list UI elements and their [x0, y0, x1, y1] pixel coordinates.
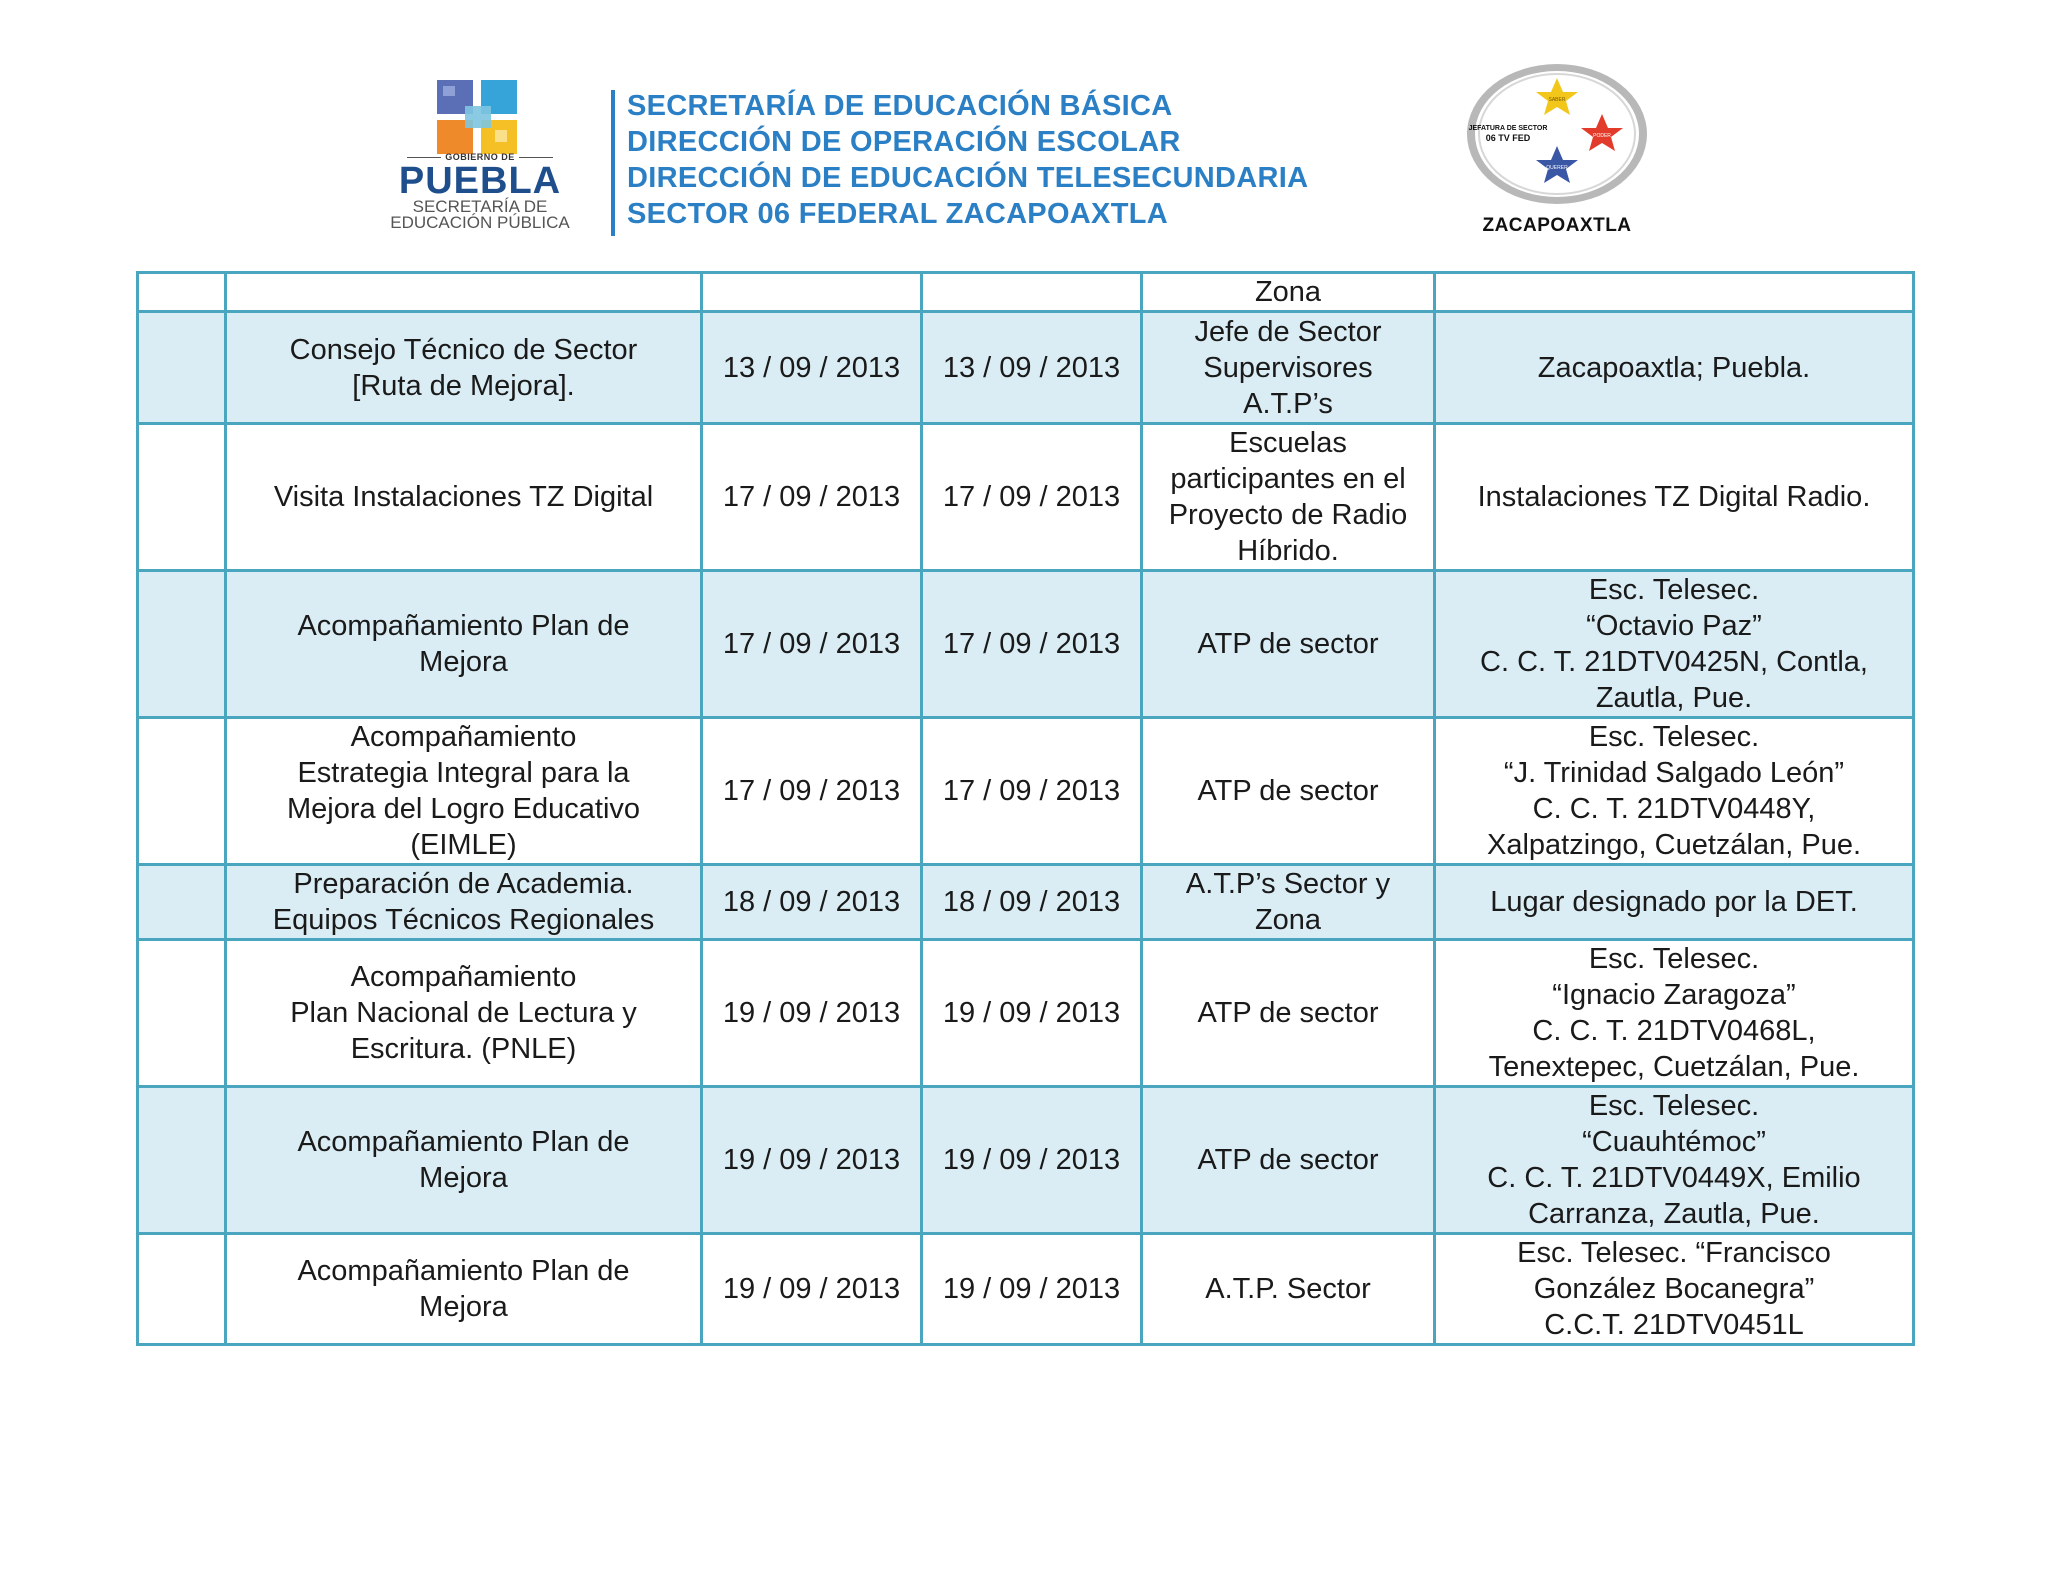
place-cell-line: “Ignacio Zaragoza”	[1552, 979, 1796, 1011]
activity-cell-line: Acompañamiento	[350, 961, 577, 993]
activity-cell	[226, 940, 702, 1087]
activity-cell	[226, 424, 702, 571]
place-cell-line: Zacapoaxtla; Puebla.	[1537, 351, 1811, 384]
place-cell	[1435, 865, 1914, 940]
place-cell-line: González Bocanegra”	[1533, 1273, 1815, 1305]
row-number-cell	[138, 571, 226, 718]
row-number-cell	[138, 1087, 226, 1234]
activity-cell	[226, 571, 702, 718]
table-row	[138, 1087, 1914, 1234]
place-cell-line: Esc. Telesec.	[1588, 721, 1760, 753]
start-date-cell: 19 / 09 / 2013	[702, 1234, 922, 1345]
activities-table-body	[138, 273, 1914, 1345]
star-bottom-label: QUERER	[1546, 165, 1568, 171]
place-cell	[1435, 718, 1914, 865]
participants-cell	[1142, 312, 1435, 424]
table-row	[138, 312, 1914, 424]
sep-label-line1: SECRETARÍA DE	[412, 197, 548, 216]
place-cell-line: Esc. Telesec.	[1588, 1090, 1760, 1122]
end-date-cell	[922, 273, 1142, 312]
place-cell	[1435, 424, 1914, 571]
activity-cell-line: [Ruta de Mejora].	[352, 369, 575, 402]
participants-cell-line: ATP de sector	[1197, 775, 1379, 807]
place-cell-line: C. C. T. 21DTV0468L,	[1532, 1015, 1816, 1047]
activity-cell	[226, 865, 702, 940]
place-cell-line: Esc. Telesec.	[1588, 943, 1760, 975]
table-row	[138, 571, 1914, 718]
table-row	[138, 273, 1914, 312]
start-date-cell: 19 / 09 / 2013	[702, 1087, 922, 1234]
participants-cell-line: A.T.P. Sector	[1205, 1273, 1371, 1305]
jefatura-sector-logo	[1462, 60, 1652, 240]
participants-cell	[1142, 1234, 1435, 1345]
sep-label-line2: EDUCACIÓN PÚBLICA	[390, 213, 570, 232]
place-cell-line: “Octavio Paz”	[1586, 610, 1762, 642]
participants-cell	[1142, 1087, 1435, 1234]
activity-cell	[226, 718, 702, 865]
place-cell	[1435, 571, 1914, 718]
row-number-cell	[138, 940, 226, 1087]
activity-cell-line: Acompañamiento	[350, 721, 577, 753]
gobierno-puebla-logo	[375, 78, 585, 238]
emblem-inner-line2: 06 TV FED	[1485, 133, 1531, 143]
start-date-cell: 17 / 09 / 2013	[702, 424, 922, 571]
activity-cell-line: Equipos Técnicos Regionales	[272, 904, 655, 936]
end-date-cell: 19 / 09 / 2013	[922, 1087, 1142, 1234]
participants-cell-line: Híbrido.	[1237, 535, 1339, 567]
participants-cell	[1142, 424, 1435, 571]
place-cell-line: C. C. T. 21DTV0449X, Emilio	[1487, 1162, 1861, 1194]
participants-cell-line: Zona	[1254, 904, 1322, 936]
table-row	[138, 865, 1914, 940]
place-cell-line: C. C. T. 21DTV0448Y,	[1532, 793, 1816, 825]
participants-cell	[1142, 273, 1435, 312]
star-top-label: SABER	[1548, 97, 1566, 103]
participants-cell-line: participantes en el	[1170, 463, 1406, 495]
participants-cell-line: ATP de sector	[1197, 628, 1379, 660]
puebla-cube-icon	[435, 78, 521, 156]
activity-cell-line: Acompañamiento Plan de	[297, 610, 630, 642]
activity-cell-line: (EIMLE)	[410, 829, 517, 861]
header-title-2: DIRECCIÓN DE OPERACIÓN ESCOLAR	[627, 126, 1181, 158]
activity-cell	[226, 1087, 702, 1234]
participants-cell-line: ATP de sector	[1197, 997, 1379, 1029]
place-cell	[1435, 273, 1914, 312]
end-date-cell: 13 / 09 / 2013	[922, 312, 1142, 424]
activity-cell-line: Mejora	[419, 1162, 508, 1194]
start-date-cell: 17 / 09 / 2013	[702, 571, 922, 718]
activity-cell-line: Mejora	[419, 646, 508, 678]
place-cell	[1435, 940, 1914, 1087]
participants-cell-line: Supervisores	[1203, 351, 1373, 384]
end-date-cell: 17 / 09 / 2013	[922, 718, 1142, 865]
row-number-cell	[138, 718, 226, 865]
place-cell-line: Lugar designado por la DET.	[1490, 886, 1858, 918]
activity-cell-line: Acompañamiento Plan de	[297, 1255, 630, 1287]
row-number-cell	[138, 1234, 226, 1345]
activity-cell-line: Mejora del Logro Educativo	[286, 793, 641, 825]
activity-cell	[226, 312, 702, 424]
header-divider	[611, 90, 615, 236]
header-title-3: DIRECCIÓN DE EDUCACIÓN TELESECUNDARIA	[627, 162, 1309, 194]
sector-emblem-icon	[1462, 60, 1652, 208]
header-title-4: SECTOR 06 FEDERAL ZACAPOAXTLA	[627, 198, 1168, 230]
participants-cell-line: Zona	[1254, 276, 1322, 308]
activity-cell-line: Plan Nacional de Lectura y	[290, 997, 637, 1029]
puebla-wordmark: PUEBLA	[398, 160, 562, 202]
document-header	[0, 0, 2048, 250]
header-titles	[627, 88, 1427, 232]
place-cell-line: Xalpatzingo, Cuetzálan, Pue.	[1486, 829, 1862, 861]
place-cell-line: Esc. Telesec. “Francisco	[1517, 1237, 1831, 1269]
start-date-cell: 18 / 09 / 2013	[702, 865, 922, 940]
start-date-cell: 17 / 09 / 2013	[702, 718, 922, 865]
end-date-cell: 17 / 09 / 2013	[922, 571, 1142, 718]
header-title-1: SECRETARÍA DE EDUCACIÓN BÁSICA	[627, 90, 1173, 122]
participants-cell	[1142, 718, 1435, 865]
end-date-cell: 19 / 09 / 2013	[922, 940, 1142, 1087]
place-cell-line: C. C. T. 21DTV0425N, Contla,	[1480, 646, 1868, 678]
place-cell-line: Esc. Telesec.	[1588, 574, 1760, 606]
end-date-cell: 19 / 09 / 2013	[922, 1234, 1142, 1345]
participants-cell-line: A.T.P’s	[1243, 387, 1333, 420]
activity-cell-line: Escritura. (PNLE)	[350, 1033, 577, 1065]
start-date-cell: 13 / 09 / 2013	[702, 312, 922, 424]
place-cell-line: “J. Trinidad Salgado León”	[1503, 757, 1845, 789]
gobierno-de-label: GOBIERNO DE	[375, 152, 585, 162]
end-date-cell: 18 / 09 / 2013	[922, 865, 1142, 940]
place-cell-line: C.C.T. 21DTV0451L	[1544, 1309, 1804, 1341]
row-number-cell	[138, 273, 226, 312]
activity-cell	[226, 1234, 702, 1345]
place-cell-line: “Cuauhtémoc”	[1582, 1126, 1766, 1158]
activity-cell	[226, 273, 702, 312]
row-number-cell	[138, 312, 226, 424]
activities-table	[136, 271, 1915, 1346]
activity-cell-line: Visita Instalaciones TZ Digital	[273, 481, 654, 513]
place-cell	[1435, 1087, 1914, 1234]
participants-cell-line: ATP de sector	[1197, 1144, 1379, 1176]
start-date-cell	[702, 273, 922, 312]
participants-cell	[1142, 571, 1435, 718]
start-date-cell: 19 / 09 / 2013	[702, 940, 922, 1087]
activity-cell-line: Preparación de Academia.	[293, 868, 634, 900]
place-cell	[1435, 1234, 1914, 1345]
participants-cell-line: Proyecto de Radio	[1168, 499, 1408, 531]
row-number-cell	[138, 424, 226, 571]
participants-cell-line: Jefe de Sector	[1194, 315, 1382, 348]
star-right-label: PODER	[1593, 133, 1611, 139]
table-row	[138, 940, 1914, 1087]
activity-cell-line: Acompañamiento Plan de	[297, 1126, 630, 1158]
activity-cell-line: Mejora	[419, 1291, 508, 1323]
table-row	[138, 718, 1914, 865]
table-row	[138, 424, 1914, 571]
table-row	[138, 1234, 1914, 1345]
end-date-cell: 17 / 09 / 2013	[922, 424, 1142, 571]
participants-cell-line: Escuelas	[1229, 427, 1347, 459]
place-cell-line: Instalaciones TZ Digital Radio.	[1477, 481, 1871, 513]
activity-cell-line: Estrategia Integral para la	[297, 757, 630, 789]
participants-cell-line: A.T.P’s Sector y	[1185, 868, 1391, 900]
place-cell-line: Tenextepec, Cuetzálan, Pue.	[1488, 1051, 1860, 1083]
row-number-cell	[138, 865, 226, 940]
activity-cell-line: Consejo Técnico de Sector	[289, 333, 638, 366]
place-cell-line: Carranza, Zautla, Pue.	[1528, 1198, 1820, 1230]
place-cell	[1435, 312, 1914, 424]
place-cell-line: Zautla, Pue.	[1595, 682, 1753, 714]
zacapoaxtla-wordmark: ZACAPOAXTLA	[1482, 215, 1632, 236]
participants-cell	[1142, 940, 1435, 1087]
emblem-inner-line1: JEFATURA DE SECTOR	[1468, 125, 1548, 132]
participants-cell	[1142, 865, 1435, 940]
